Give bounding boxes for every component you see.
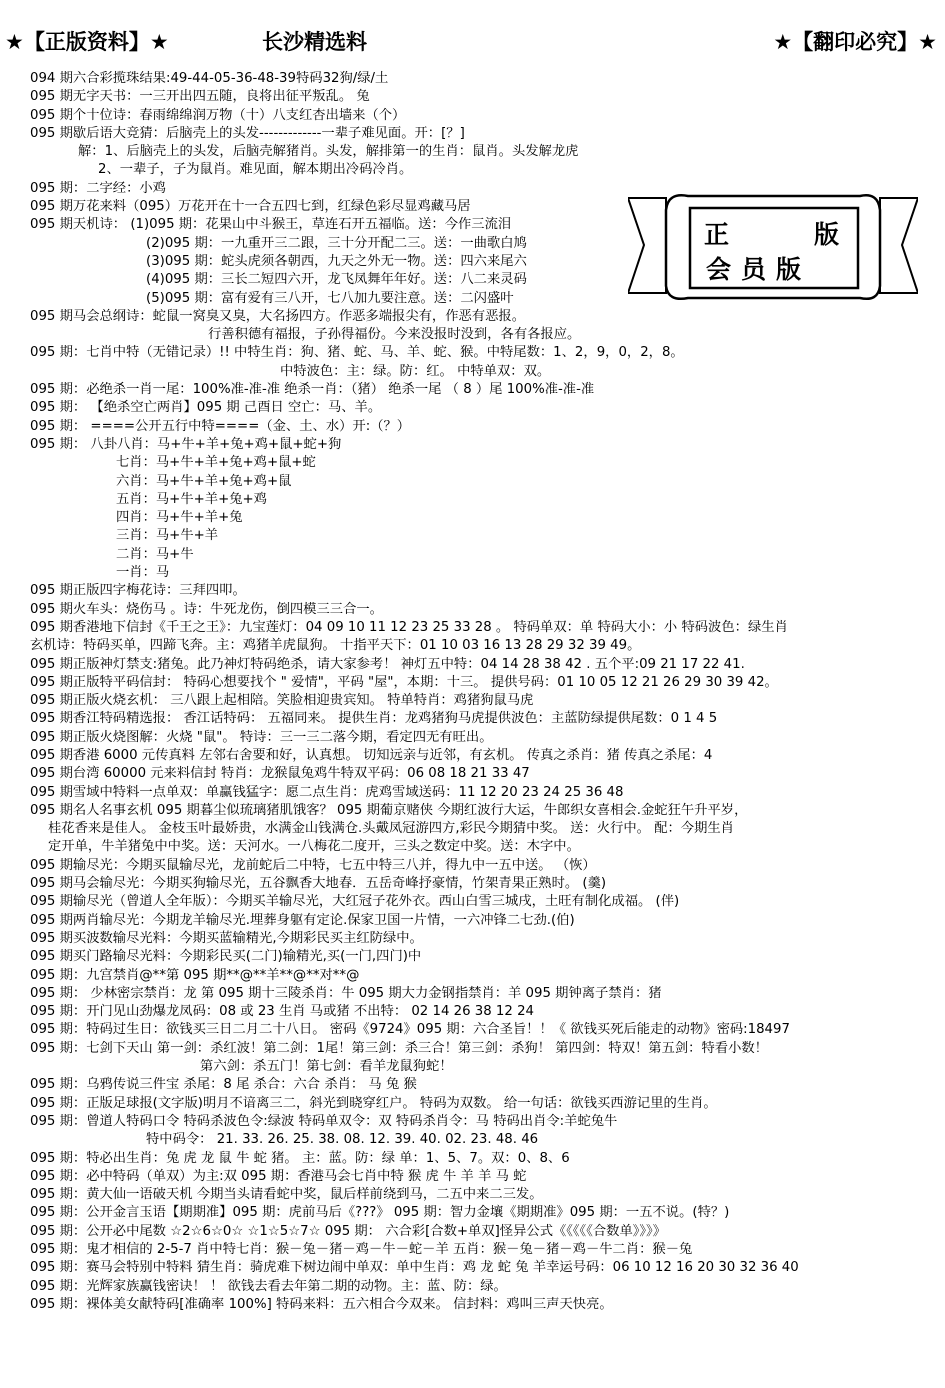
text-line: 095 期：正版足球报(文字版)明月不谙离三二，斜光到晓穿红户。 特码为双数。 给一句话：欲钱买西游记里的生肖。 xyxy=(30,1095,717,1111)
text-line: 095 期买门路输尽光料：今期彩民买(二门)输精光,买(一门,四门)中 xyxy=(30,949,422,965)
text-line: 095 期：必绝杀一肖一尾：100%准-准-准 绝杀一肖：（猪） 绝杀一尾 （ 8 ）尾 100%准-准-准 xyxy=(30,382,595,398)
text-line: 095 期歇后语大竞猜：后脑壳上的头发-------------一辈子难见面。开：[？] xyxy=(30,125,465,141)
text-line: 095 期正版火烧玄机： 三八跟上起相陪。笑脸相迎贵宾知。 特单特肖：鸡猪狗鼠马虎 xyxy=(30,693,534,709)
header-left: ★【正版资料】★ xyxy=(5,30,169,54)
text-line: 2、一辈子，子为鼠肖。难见面，解本期出冷码冷肖。 xyxy=(98,162,413,178)
stamp-text-1b: 版 xyxy=(814,220,840,249)
text-line: 四肖：马+牛+羊+兔 xyxy=(116,510,243,526)
text-line: (2)095 期：一九重开三二跟，三十分开配二三。送：一曲歌白鸠 xyxy=(146,235,527,251)
text-line: 095 期：二字经：小鸡 xyxy=(30,180,166,196)
text-line: (5)095 期：富有爱有三八开，七八加九要注意。送：二闪盛叶 xyxy=(146,290,514,306)
text-line: 特中码令： 21. 33. 26. 25. 38. 08. 12. 39. 40. 02. 23. 48. 46 xyxy=(146,1132,539,1148)
content-lines xyxy=(30,70,940,1314)
text-line: 定开单，牛羊猪兔中中奖。送：天河水。一八梅花二度开，三头之数定中奖。送：木字中。 xyxy=(48,839,580,855)
text-line: 095 期： 【绝杀空亡两肖】095 期 己酉日 空亡：马、羊。 xyxy=(30,400,382,416)
text-line: 095 期： 八卦八肖：马+牛+羊+兔+鸡+鼠+蛇+狗 xyxy=(30,436,342,452)
text-line: 095 期个十位诗：春雨绵绵润万物（十）八支红杏出墙来（个） xyxy=(30,107,406,123)
text-line: 095 期香港 6000 元传真料 左邻右舍要和好，认真想。 切知远亲与近邻，有玄机。 传真之杀肖：猪 传真之杀尾：4 xyxy=(30,747,713,763)
text-line: 五肖：马+牛+羊+兔+鸡 xyxy=(116,491,267,507)
text-line: 095 期雪域中特料一点单双：单赢钱猛字：愿二点生肖：虎鸡雪域送码：11 12 20 23 24 25 36 48 xyxy=(30,784,624,800)
text-line: 095 期马会输尽光：今期买狗输尽光，五谷飘香大地春．五岳奇峰抒豪情，竹架青果正熟时。 (羹) xyxy=(30,876,607,892)
text-line: 三肖：马+牛+羊 xyxy=(116,528,219,544)
text-line: 095 期天机诗： (1)095 期：花果山中斗猴王，草连石开五福临。送：今作三流泪 xyxy=(30,217,512,233)
text-line: 095 期：曾道人特码口令 特码杀波色令:绿波 特码单双令：双 特码杀肖令：马 特码出肖令:羊蛇兔牛 xyxy=(30,1113,618,1129)
text-line: 095 期无字天书：一三开出四五随，良将出征平叛乱。 兔 xyxy=(30,89,370,105)
text-line: 095 期火车头：烧伤马 。诗：牛死龙伤，倒四模三三合一。 xyxy=(30,601,383,617)
text-line: 095 期正版神灯禁支:猪兔。此乃神灯特码绝杀，请大家参考！ 神灯五中特：04 14 28 38 42 . 五个平:09 21 17 22 41. xyxy=(30,656,745,672)
page-header xyxy=(0,0,945,70)
text-line: 095 期万花来料（095）万花开在十一合五四七到，红绿色彩尽显鸡藏马居 xyxy=(30,199,471,215)
text-line: 095 期：七剑下天山 第一剑：杀红波！第二剑：1尾！第三剑：杀三合！第三剑：杀狗！ 第四剑：特双！第五剑：特看小数！ xyxy=(30,1040,768,1056)
text-line: 095 期：开门见山劲爆龙凤码：08 或 23 生肖 马或猪 不出特： 02 14 26 38 12 24 xyxy=(30,1004,534,1020)
stamp-text-1a: 正 xyxy=(704,220,730,249)
text-line: 095 期：乌鸦传说三件宝 杀尾：8 尾 杀合：六合 杀肖： 马 兔 猴 xyxy=(30,1077,417,1093)
text-line: 095 期台湾 60000 元来料信封 特肖：龙猴鼠兔鸡牛特双平码：06 08 18 21 33 47 xyxy=(30,766,530,782)
text-line: 095 期：九宫禁肖@**第 095 期**@**羊**@**对**@ xyxy=(30,967,360,983)
text-line: 二肖：马+牛 xyxy=(116,546,194,562)
text-line: 中特波色：主：绿。防：红。 中特单双：双。 xyxy=(280,363,551,379)
text-line: 095 期正版特平码信封： 特码心想要找个 " 爱情"，平码 "屋"，本期：十三。 提供号码：01 10 05 12 21 26 29 30 39 42。 xyxy=(30,674,778,690)
text-line: 095 期输尽光（曾道人全年版）：今期买羊输尽光，大红冠子花外衣。西山白雪三城戌，土旺有制化成福。 (伴) xyxy=(30,894,680,910)
stamp-text-2: 会员版 xyxy=(706,255,812,284)
text-line: 095 期：公开金言玉语【期期准】095 期：虎前马后《???》 095 期：智力金壤《期期准》095 期：一五不说。(特？) xyxy=(30,1205,730,1221)
text-line: 解：1、后脑壳上的头发，后脑壳解猪肖。头发，解排第一的生肖：鼠肖。头发解龙虎 xyxy=(78,144,579,160)
text-line: 玄机诗：特码买单，四蹄飞奔。主：鸡猪羊虎鼠狗。 十指平天下：01 10 03 16 13 28 29 32 39 49。 xyxy=(30,638,641,654)
text-line: 095 期：七肖中特（无错记录）!! 中特生肖：狗、猪、蛇、马、羊、蛇、猴。中特尾数：1、2，9，0，2，8。 xyxy=(30,345,684,361)
text-line: 095 期名人名事玄机 095 期暮尘似琉璃猪肌饿客？ 095 期葡京赌侠 今期红波行大运，牛郎织女喜相会.金蛇狂午升平岁， xyxy=(30,802,748,818)
header-right: ★【翻印必究】★ xyxy=(773,30,937,54)
text-line: 095 期： 少林密宗禁肖：龙 第 095 期十三陵杀肖：牛 095 期大力金钢指禁肖：羊 095 期钟离子禁肖：猪 xyxy=(30,985,662,1001)
text-line: 095 期输尽光：今期买鼠输尽光，龙前蛇后二中特，七五中特三八并，得九中一五中送。 （恢） xyxy=(30,857,596,873)
text-line: 094 期六合彩揽珠结果:49-44-05-36-48-39特码32狗/绿/土 xyxy=(30,71,389,86)
text-line: 095 期：光辉家族赢钱密诀！ ！ 欲钱去看去年第二期的动物。主：蓝、防：绿。 xyxy=(30,1278,507,1294)
text-line: 桂花香来是佳人。 金枝玉叶最娇贵，水满金山钱满仓.头戴凤冠游四方,彩民今期猜中奖。 送：火行中。 配：今期生肖 xyxy=(48,821,734,837)
text-line: 行善积德有福报，子孙得福份。今来没报时没到，各有各报应。 xyxy=(208,327,581,343)
text-line: 095 期买波数输尽光料：今期买蓝输精光,今期彩民买主红防绿中。 xyxy=(30,930,423,946)
text-line: 095 期：必中特码（单双）为主:双 095 期：香港马会七肖中特 猴 虎 牛 羊 羊 马 蛇 xyxy=(30,1168,527,1184)
text-line: 095 期：公开必中尾数 ☆2☆6☆0☆ ☆1☆5☆7☆ 095 期： 六合彩[合数+单双]怪异公式《《《《《合数单》》》》 xyxy=(30,1223,667,1239)
text-line: 095 期：鬼才相信的 2-5-7 肖中特七肖：猴－兔－猪－鸡－牛－蛇－羊 五肖：猴－兔－猪－鸡－牛二肖：猴－兔 xyxy=(30,1242,693,1257)
text-line: 七肖：马+牛+羊+兔+鸡+鼠+蛇 xyxy=(116,455,316,471)
text-line: 095 期：特必出生肖：兔 虎 龙 鼠 牛 蛇 猪。 主：蓝。防：绿 单：1、5、7。双：0、8、6 xyxy=(30,1150,570,1166)
text-line: (3)095 期：蛇头虎须各朝西，九天之外无一物。送：四六来尾六 xyxy=(146,253,527,269)
text-line: 095 期两肖输尽光：今期龙羊输尽光.埋葬身躯有定论.保家卫国一片情，一六冲锋二七劲.(伯) xyxy=(30,912,575,928)
text-line: 095 期马会总纲诗：蛇鼠一窝臭又臭，大名扬四方。作恶多端报尖有，作恶有恶报。 xyxy=(30,308,525,324)
text-line: 095 期：赛马会特别中特料 猜生肖：骑虎难下树边闹中单双：单中生肖：鸡 龙 蛇 兔 羊幸运号码：06 10 12 16 20 30 32 36 40 xyxy=(30,1260,799,1276)
text-line: 095 期正版火烧图解：火烧 "鼠"。 特诗：三一三二落今期，看定四无有旺出。 xyxy=(30,729,493,745)
text-line: (4)095 期：三长二短四六开，龙飞凤舞年年好。送：八二来灵码 xyxy=(146,272,527,288)
text-line: 095 期香江特码精选报： 香江话特码： 五福同来。 提供生肖：龙鸡猪狗马虎提供波色：主蓝防绿提供尾数：0 1 4 5 xyxy=(30,711,718,727)
header-title: 长沙精选料 xyxy=(262,30,367,54)
text-line: 095 期： ====公开五行中特====（金、土、水）开:（？） xyxy=(30,418,411,434)
text-line: 六肖：马+牛+羊+兔+鸡+鼠 xyxy=(116,473,292,489)
text-line: 095 期：裸体美女献特码[准确率 100%] 特码来料：五六相合今双来。 信封料：鸡叫三声天快亮。 xyxy=(30,1296,613,1312)
text-line: 095 期：特码过生日：欲钱买三日二月二十八日。 密码《9724》095 期：六合圣旨！！《 欲钱买死后能走的动物》密码:18497 xyxy=(30,1022,790,1038)
text-line: 095 期香港地下信封《千王之王》：九宝莲灯：04 09 10 11 12 23 25 33 28 。 特码单双：单 特码大小：小 特码波色：绿生肖 xyxy=(30,619,788,635)
text-line: 一肖：马 xyxy=(116,565,170,581)
text-line: 第六剑：杀五门！第七剑：看羊龙鼠狗蛇！ xyxy=(200,1059,453,1075)
text-line: 095 期正版四字梅花诗：三拜四叩。 xyxy=(30,583,246,599)
text-line: 095 期：黄大仙一语破天机 今期当头请看蛇中奖，鼠后样前绕到马，二五中来二三发。 xyxy=(30,1187,543,1203)
